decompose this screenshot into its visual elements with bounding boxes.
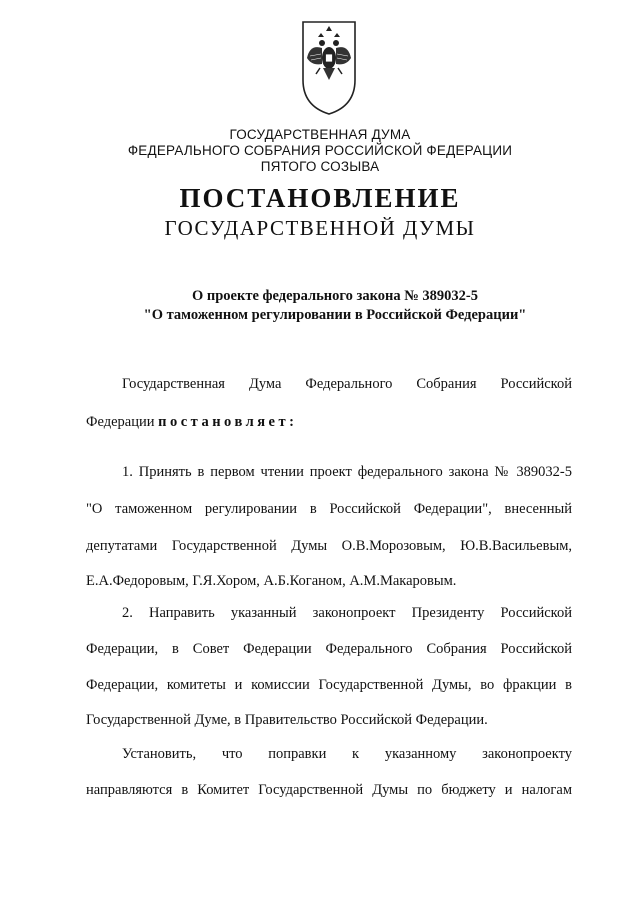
header-line-3: ПЯТОГО СОЗЫВА bbox=[260, 159, 380, 174]
amend-line-2: направляются в Комитет Государственной Думы по бюджету и налогам bbox=[86, 782, 572, 798]
subject-line-1: О проекте федерального закона № 389032-5 bbox=[191, 288, 479, 304]
item2-line-3: Федерации, комитеты и комиссии Государственной Думы, во фракции в bbox=[86, 677, 572, 693]
item2-line-1: 2. Направить указанный законопроект Президенту Российской bbox=[122, 605, 572, 621]
coat-of-arms-icon bbox=[300, 18, 358, 118]
preamble-keyword: постановляет: bbox=[158, 414, 298, 430]
subject-line-2: "О таможенном регулировании в Российской Федерации" bbox=[143, 307, 527, 323]
item1-line-4: Е.А.Федоровым, Г.Я.Хором, А.Б.Коганом, А.М.Макаровым. bbox=[86, 573, 457, 589]
amend-line-1: Установить, что поправки к указанному законопроекту bbox=[122, 746, 572, 762]
item2-line-4: Государственной Думе, в Правительство Российской Федерации. bbox=[86, 712, 488, 728]
item1-line-1: 1. Принять в первом чтении проект федерального закона № 389032-5 bbox=[122, 464, 572, 480]
preamble-line-2 bbox=[86, 413, 297, 431]
item2-line-2: Федерации, в Совет Федерации Федерального Собрания Российской bbox=[86, 641, 572, 657]
preamble-text: Федерации bbox=[86, 414, 159, 430]
document-title: ПОСТАНОВЛЕНИЕ bbox=[179, 183, 461, 213]
header-line-2: ФЕДЕРАЛЬНОГО СОБРАНИЯ РОССИЙСКОЙ ФЕДЕРАЦИИ bbox=[127, 143, 513, 158]
document-subtitle: ГОСУДАРСТВЕННОЙ ДУМЫ bbox=[164, 216, 476, 240]
preamble-line-1: Государственная Дума Федерального Собрания Российской bbox=[122, 376, 572, 392]
item1-line-3: депутатами Государственной Думы О.В.Морозовым, Ю.В.Васильевым, bbox=[86, 538, 572, 554]
item1-line-2: "О таможенном регулировании в Российской Федерации", внесенный bbox=[86, 501, 572, 517]
header-line-1: ГОСУДАРСТВЕННАЯ ДУМА bbox=[229, 127, 411, 142]
